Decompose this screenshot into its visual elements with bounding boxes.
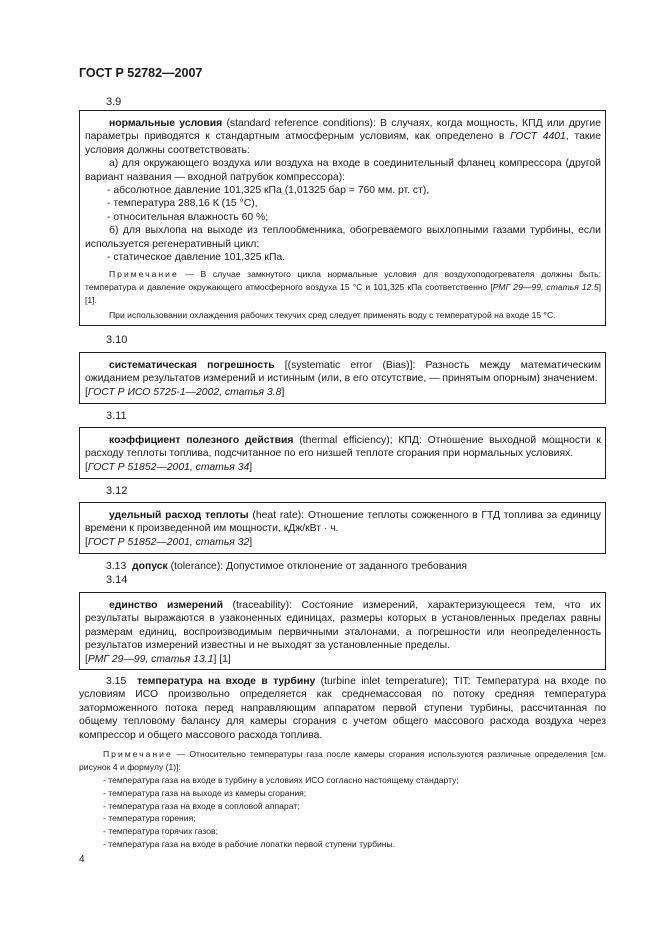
bracket: ] <box>249 461 253 473</box>
source-reference <box>85 653 601 666</box>
term-name: удельный расход теплоты <box>109 510 249 521</box>
list-bullet: - статическое давление 101,325 кПа. <box>107 252 286 264</box>
standard-reference: ГОСТ Р ИСО 5725-1—2002, статья 3.8 <box>87 386 282 398</box>
term-name: единство измерений <box>109 600 223 611</box>
clause-number-3-14: 3.14 <box>106 574 128 586</box>
clause-3-13 <box>106 561 467 572</box>
definition-text: (heat rate): Отношение теплоты сожженного в ГТД топлива за единицу времени к произведенной им мощности, кДж/кВт · ч. <box>85 510 601 535</box>
clause-number: 3.15 <box>106 676 127 687</box>
note-bullet-item: - температура горячих газов; <box>103 826 218 837</box>
note-label: Примечание <box>103 749 173 760</box>
clause-number-3-11: 3.11 <box>106 410 127 422</box>
note-reference: РМГ 29—99, статья 12.5 <box>492 282 599 293</box>
definition-text: [(systematic error (Bias)]: Разность между математическим ожиданием результатов измерений и истинным (или, в его отсутствие, — принятым опорным) значением. <box>85 360 601 385</box>
standard-reference: ГОСТ 4401 <box>510 131 566 143</box>
note-bullet-item: - температура горения; <box>103 813 196 824</box>
clause-number-3-10: 3.10 <box>106 334 128 346</box>
definition-text: , такие условия должны соответствовать: <box>85 131 601 156</box>
term-name: коэффициент полезного действия <box>109 435 294 446</box>
bracket: [ <box>85 386 88 398</box>
term-name: систематическая погрешность <box>109 360 275 371</box>
standard-reference: ГОСТ Р 51852—2001, статья 32 <box>87 536 250 548</box>
note <box>85 268 601 307</box>
document-header: ГОСТ Р 52782—2007 <box>79 66 203 80</box>
note-bullet-list <box>79 774 606 851</box>
term-box-3-14 <box>79 592 606 670</box>
note-label: Примечание <box>109 269 179 280</box>
definition-text: (turbine inlet temperature); TIT: Температура на входе по условиям ИСО произвольно определяется как среднемассовая по потоку средняя температура заторможенного потока перед направляющим аппаратом первой ступени турбины, рассчитанная по общему тепловому балансу для камеры сгорания с учетом общего массового расхода воздуха через компрессор и общего массового расхода топлива. <box>79 676 606 741</box>
source-reference <box>85 461 601 474</box>
term-box-3-9 <box>79 110 606 326</box>
note-text: ] [1]. <box>85 282 601 306</box>
source-reference <box>85 536 601 549</box>
term-box-3-10 <box>79 352 606 404</box>
term-definition <box>85 117 601 157</box>
list-item-a: а) для окружающего воздуха или воздуха на входе в соединительный фланец компрессора (другой вариант названия — входной патрубок компрессора): <box>85 158 601 183</box>
bracket: ] <box>281 386 285 398</box>
list-item-b: б) для выхлопа на выходе из теплообменника, обогреваемого выхлопными газами турбины, если используется регенеративный цикл: <box>85 225 601 250</box>
list-bullet: - относительная влажность 60 %; <box>107 211 269 223</box>
term-definition <box>85 509 601 536</box>
standard-reference: РМГ 29—99, статья 13.1 <box>87 653 214 665</box>
term-box-3-12 <box>79 502 606 554</box>
standard-reference: ГОСТ Р 51852—2001, статья 34 <box>87 461 250 473</box>
list-bullet: - абсолютное давление 101,325 кПа (1,01325 бар = 760 мм. рт. ст), <box>107 185 430 197</box>
note <box>79 748 606 774</box>
source-reference <box>85 386 601 399</box>
page-number: 4 <box>79 854 85 865</box>
note-bullet-item: - температура газа на выходе из камеры сгорания; <box>103 787 307 798</box>
note-bullet-item: - температура газа на входе в рабочие лопатки первой ступени турбины. <box>103 839 396 850</box>
term-definition <box>85 359 601 386</box>
definition-text: (traceability): Состояние измерений, характеризующееся тем, что их результаты выражаются в узаконенных единицах, размеры которых в установленных пределах равны размерам единиц, воспроизводимым первичными эталонами, а погрешности или неопределенность результатов измерений известны и не выходят за установленные пределы. <box>85 600 602 652</box>
bracket: [ <box>85 536 88 548</box>
note-text: — Относительно температуры газа после камеры сгорания используются различные определения [см. рисунок 4 и формулу (1)]: <box>79 749 606 773</box>
bracket: ] <box>249 536 253 548</box>
bracket: [ <box>85 461 88 473</box>
term-box-3-11 <box>79 427 606 479</box>
bracket: ] [1] <box>213 653 231 665</box>
note-bullet-item: - температура газа на входе в сопловой аппарат; <box>103 800 300 811</box>
note-extra: При использовании охлаждения рабочих текучих сред следует применять воду с температурой на входе 15 °С. <box>109 310 556 321</box>
term-name: допуск <box>132 561 168 572</box>
note-text: — В случае замкнутого цикла нормальные условия для воздухоподогревателя должны быть: температура и давление окружающего атмосферного воздуха 15 °С и 101,325 кПа соответственно [ <box>85 269 601 293</box>
term-name: температура на входе в турбину <box>136 676 316 687</box>
term-definition <box>85 434 601 461</box>
note-bullet-item: - температура газа на входе в турбину в условиях ИСО согласно настоящему стандарту; <box>103 775 459 786</box>
clause-number-3-12: 3.12 <box>106 485 128 497</box>
bracket: [ <box>85 653 88 665</box>
definition-text: (tolerance): Допустимое отклонение от заданного требования <box>167 561 468 572</box>
list-bullet: - температура 288,16 К (15 °С), <box>107 198 258 210</box>
clause-number-3-9: 3.9 <box>106 96 122 108</box>
term-definition <box>79 675 606 742</box>
term-definition <box>85 599 601 653</box>
definition-text: (standard reference conditions): В случаях, когда мощность, КПД или другие параметры приводятся к стандартным атмосферным условиям, как определено в <box>85 118 601 143</box>
term-name: нормальные условия <box>109 118 223 129</box>
clause-3-15 <box>79 675 606 851</box>
definition-text: (thermal efficiency); КПД: Отношение выходной мощности к расходу теплоты топлива, подсчитанное по его низшей теплоте сгорания при нормальных условиях. <box>85 435 601 460</box>
clause-number: 3.13 <box>106 561 127 572</box>
